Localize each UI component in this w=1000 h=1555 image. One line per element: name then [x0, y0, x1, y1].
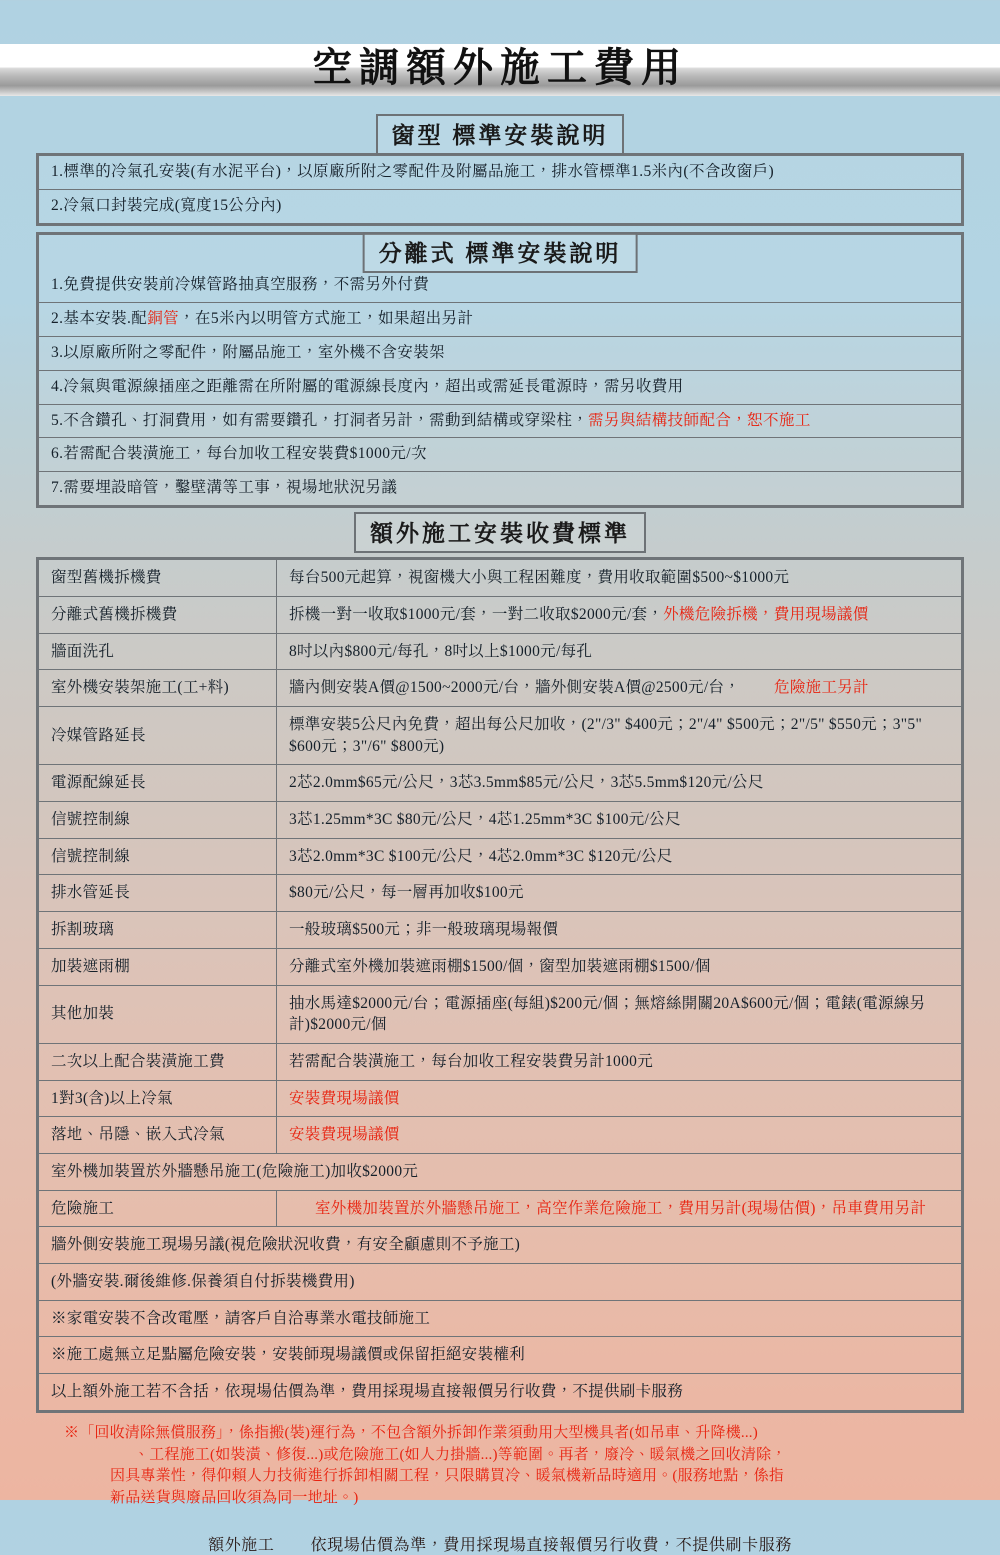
fee-value-11	[277, 985, 963, 1043]
fee-label-9: 拆割玻璃	[38, 912, 277, 949]
table-row	[38, 633, 963, 670]
fee-label-6: 信號控制線	[38, 802, 277, 839]
split-item-7: 7.需要埋設暗管，鑿壁溝等工事，視場地狀況另議	[51, 479, 398, 497]
footer-label: 額外施工	[208, 1536, 275, 1554]
fee-section-header-wrap	[0, 512, 1000, 553]
table-row	[38, 912, 963, 949]
fee-fullrow-0: 室外機加裝置於外牆懸吊施工(危險施工)加收$2000元	[38, 1153, 963, 1190]
fee-value-0-text: 每台500元起算，視窗機大小與工程困難度，費用收取範圍$500~$1000元	[289, 569, 790, 587]
fee-table	[36, 557, 964, 1413]
window-section-heading: 窗型 標準安裝說明	[376, 114, 625, 155]
split-item-3: 3.以原廠所附之零配件，附屬品施工，室外機不含安裝架	[39, 337, 961, 371]
fee-label-8: 排水管延長	[38, 875, 277, 912]
fee-label-4: 冷媒管路延長	[38, 707, 277, 765]
table-row	[38, 596, 963, 633]
fee-value-9	[277, 912, 963, 949]
fee-label-5: 電源配線延長	[38, 765, 277, 802]
fee-label-2: 牆面洗孔	[38, 633, 277, 670]
footnote-line-3: 因具專業性，得仰賴人力技術進行拆卸相關工程，只限購買冷、暖氣機新品時適用。(服務地點，係指	[110, 1468, 784, 1485]
fee-value-6-text: 3芯1.25mm*3C $80元/公尺，4芯1.25mm*3C $100元/公尺	[289, 811, 681, 829]
fee-value-5	[277, 765, 963, 802]
fee-value-2-text: 8吋以內$800元/每孔，8吋以上$1000元/每孔	[289, 642, 593, 660]
table-row	[38, 1080, 963, 1117]
fee-value-8-text: $80元/公尺，每一層再加收$100元	[289, 884, 524, 902]
fee-value-10	[277, 948, 963, 985]
footer-text: 依現場估價為準，費用採現場直接報價另行收費，不提供刷卡服務	[310, 1536, 792, 1554]
split-item-1: 1.免費提供安裝前冷媒管路抽真空服務，不需另外付費	[39, 269, 961, 303]
fee-value-6	[277, 802, 963, 839]
footnote-line-4: 新品送貨與廢品回收須為同一地址。)	[110, 1490, 359, 1507]
fee-value-14	[277, 1117, 963, 1154]
fee-fullrow-4: ※施工處無立足點屬危險安裝，安裝師現場議價或保留拒絕安裝權利	[38, 1337, 963, 1374]
table-row	[38, 985, 963, 1043]
table-row	[38, 1227, 963, 1264]
danger-value	[277, 1190, 963, 1227]
split-item-5-red: 需另與結構技師配合，恕不施工	[588, 411, 811, 429]
split-item-6: 6.若需配合裝潢施工，每台加收工程安裝費$1000元/次	[39, 438, 961, 472]
fee-value-3-red: 危險施工另計	[774, 679, 869, 697]
fee-value-13-red: 安裝費現場議價	[289, 1089, 400, 1107]
table-row	[38, 1300, 963, 1337]
fee-value-8	[277, 875, 963, 912]
footnote-line-1: ※「回收清除無償服務」，係指搬(裝)運行為，不包含額外拆卸作業須動用大型機具者(如吊車、升降機...)	[64, 1424, 758, 1441]
fee-value-3	[277, 670, 963, 707]
fee-value-14-red: 安裝費現場議價	[289, 1126, 400, 1144]
window-item-2: 2.冷氣口封裝完成(寬度15公分內)	[51, 196, 282, 214]
table-row	[38, 559, 963, 597]
table-row	[38, 1337, 963, 1374]
page-title: 空調額外施工費用	[312, 45, 688, 90]
fee-value-12	[277, 1043, 963, 1080]
fee-label-11: 其他加裝	[38, 985, 277, 1043]
fee-fullrow-5: 以上額外施工若不含括，依現場估價為準，費用採現場直接報價另行收費，不提供刷卡服務	[38, 1374, 963, 1412]
fee-label-1: 分離式舊機拆機費	[38, 596, 277, 633]
danger-value-red: 室外機加裝置於外牆懸吊施工，高空作業危險施工，費用另計(現場估價)，吊車費用另計	[315, 1199, 927, 1217]
fee-label-13: 1對3(含)以上冷氣	[38, 1080, 277, 1117]
table-row	[38, 1374, 963, 1412]
fee-value-2	[277, 633, 963, 670]
fee-value-4-text: 標準安裝5公尺內免費，超出每公尺加收，(2"/3" $400元；2"/4" $500元；2"/5" $550元；3"5" $600元；3"/6" $800元)	[289, 716, 923, 755]
fee-label-14: 落地、吊隱、嵌入式冷氣	[38, 1117, 277, 1154]
fee-value-3-text: 牆內側安裝A價@1500~2000元/台，牆外側安裝A價@2500元/台，	[289, 679, 741, 697]
footnote-block	[64, 1423, 964, 1510]
split-item-2-head: 2.基本安裝.配	[51, 309, 148, 327]
fee-value-7-text: 3芯2.0mm*3C $100元/公尺，4芯2.0mm*3C $120元/公尺	[289, 847, 673, 865]
table-row	[38, 1264, 963, 1301]
fee-fullrow-1: 牆外側安裝施工現場另議(視危險狀況收費，有安全顧慮則不予施工)	[38, 1227, 963, 1264]
fee-value-13	[277, 1080, 963, 1117]
split-item-2-red: 銅管	[147, 309, 180, 327]
table-row	[38, 948, 963, 985]
table-row	[38, 1117, 963, 1154]
fee-value-12-text: 若需配合裝潢施工，每台加收工程安裝費另計1000元	[289, 1052, 654, 1070]
window-section-block	[36, 153, 964, 226]
fee-section-heading: 額外施工安裝收費標準	[354, 512, 646, 553]
table-row	[38, 802, 963, 839]
fee-value-5-text: 2芯2.0mm$65元/公尺，3芯3.5mm$85元/公尺，3芯5.5mm$120元/公尺	[289, 774, 764, 792]
fee-value-1-red: 外機危險拆機，費用現場議價	[663, 605, 869, 623]
table-row	[38, 1043, 963, 1080]
split-section-heading: 分離式 標準安裝說明	[363, 232, 638, 273]
split-section-headbar	[36, 232, 964, 269]
footer-line	[0, 1532, 1000, 1555]
fee-label-7: 信號控制線	[38, 838, 277, 875]
fee-value-11-text: 抽水馬達$2000元/台；電源插座(每組)$200元/個；無熔絲開關20A$600元/個；電錶(電源線另計)$2000元/個	[289, 994, 926, 1034]
fee-value-9-text: 一般玻璃$500元；非一般玻璃現場報價	[289, 921, 559, 939]
table-row	[38, 765, 963, 802]
window-section-header-wrap	[0, 114, 1000, 155]
footnote-line-2: 、工程施工(如裝潢、修復...)或危險施工(如人力掛牆...)等範圍。再者，廢冷、暖氣機之回收清除，	[134, 1446, 787, 1463]
fee-value-4	[277, 707, 963, 765]
split-item-2	[39, 303, 961, 337]
split-item-4: 4.冷氣與電源線插座之距離需在所附屬的電源線長度內，超出或需延長電源時，需另收費用	[39, 371, 961, 405]
table-row	[38, 1190, 963, 1227]
fee-value-1-text: 拆機一對一收取$1000元/套，一對二收取$2000元/套，	[289, 605, 664, 623]
fee-value-10-text: 分離式室外機加裝遮雨棚$1500/個，窗型加裝遮雨棚$1500/個	[289, 957, 711, 975]
table-row	[38, 707, 963, 765]
split-section-block	[36, 269, 964, 508]
table-row	[38, 838, 963, 875]
split-item-2-tail: ，在5米內以明管方式施工，如果超出另計	[179, 309, 474, 327]
fee-label-10: 加裝遮雨棚	[38, 948, 277, 985]
split-item-5	[39, 405, 961, 439]
danger-label: 危險施工	[38, 1190, 277, 1227]
table-row	[38, 875, 963, 912]
fee-value-1	[277, 596, 963, 633]
fee-value-7	[277, 838, 963, 875]
table-row	[38, 1153, 963, 1190]
split-item-5-head: 5.不含鑽孔、打洞費用，如有需要鑽孔，打洞者另計，需動到結構或穿梁柱，	[51, 411, 589, 429]
table-row	[38, 670, 963, 707]
fee-fullrow-3: ※家電安裝不含改電壓，請客戶自洽專業水電技師施工	[38, 1300, 963, 1337]
fee-label-12: 二次以上配合裝潢施工費	[38, 1043, 277, 1080]
fee-value-0	[277, 559, 963, 597]
window-item-1: 1.標準的冷氣孔安裝(有水泥平台)，以原廠所附之零配件及附屬品施工，排水管標準1.5米內(不含改窗戶)	[39, 156, 961, 190]
fee-label-0: 窗型舊機拆機費	[38, 559, 277, 597]
fee-label-3: 室外機安裝架施工(工+料)	[38, 670, 277, 707]
fee-fullrow-2: (外牆安裝.爾後維修.保養須自付拆裝機費用)	[38, 1264, 963, 1301]
